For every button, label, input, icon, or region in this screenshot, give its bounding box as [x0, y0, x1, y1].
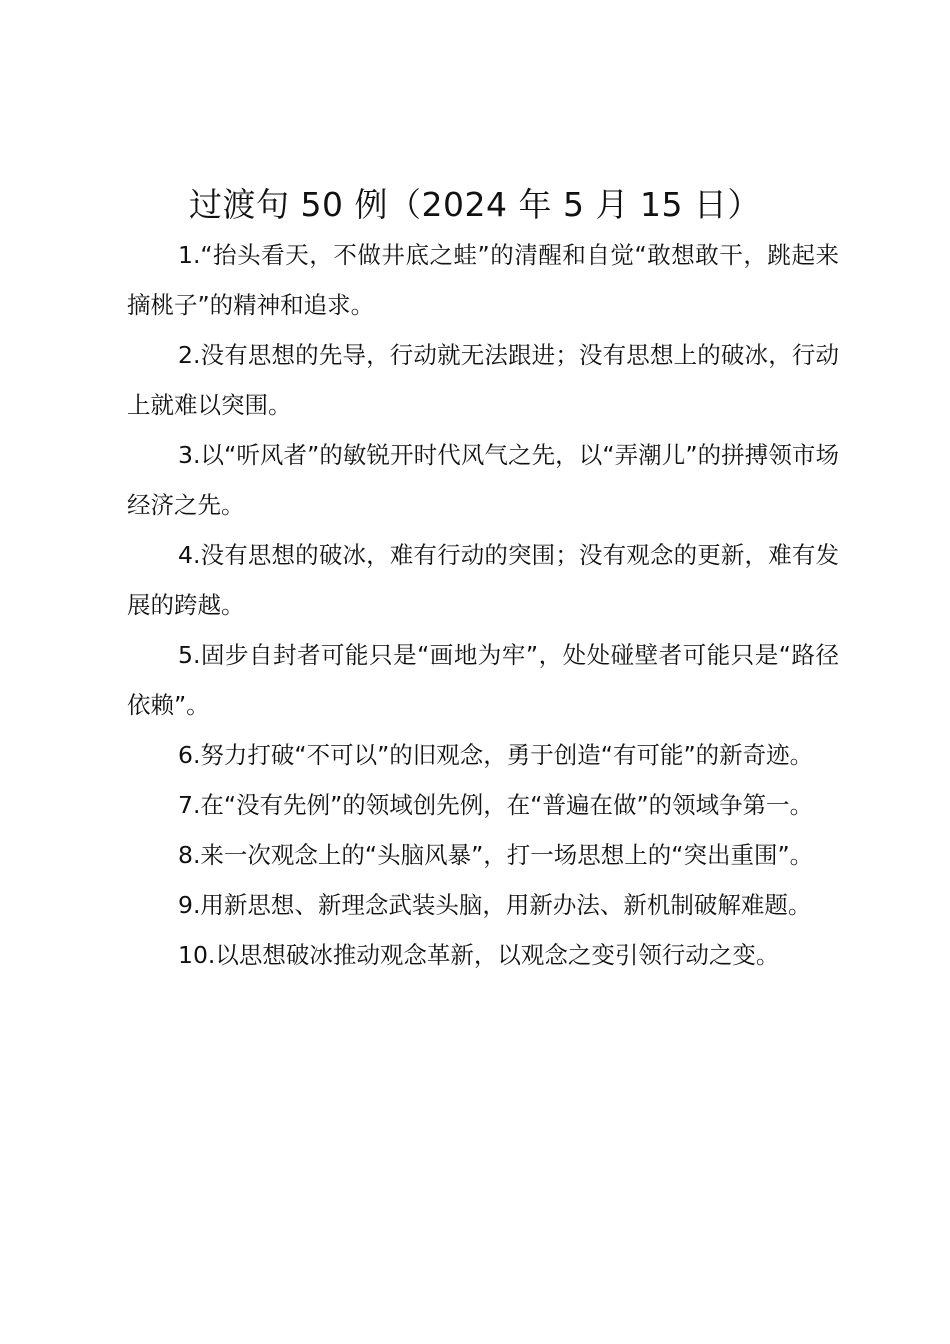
paragraph-2: 2.没有思想的先导，行动就无法跟进；没有思想上的破冰，行动上就难以突围。: [127, 341, 839, 419]
paragraph-1: 1.“抬头看天，不做井底之蛙”的清醒和自觉“敢想敢干，跳起来摘桃子”的精神和追求。: [127, 241, 839, 319]
paragraph-10: 10.以思想破冰推动观念革新，以观念之变引领行动之变。: [178, 941, 780, 969]
document-body: [127, 230, 839, 980]
paragraph-8: 8.来一次观念上的“头脑风暴”，打一场思想上的“突出重围”。: [178, 841, 814, 869]
document-title: 过渡句 50 例（2024 年 5 月 15 日）: [189, 185, 761, 224]
paragraph-3: 3.以“听风者”的敏锐开时代风气之先，以“弄潮儿”的拼搏领市场经济之先。: [127, 441, 839, 519]
paragraph-5: 5.固步自封者可能只是“画地为牢”，处处碰壁者可能只是“路径依赖”。: [127, 641, 839, 719]
paragraph-7: 7.在“没有先例”的领域创先例，在“普遍在做”的领域争第一。: [178, 791, 814, 819]
paragraph-4: 4.没有思想的破冰，难有行动的突围；没有观念的更新，难有发展的跨越。: [127, 541, 839, 619]
paragraph-6: 6.努力打破“不可以”的旧观念，勇于创造“有可能”的新奇迹。: [178, 741, 814, 769]
paragraph-9: 9.用新思想、新理念武装头脑，用新办法、新机制破解难题。: [178, 891, 812, 919]
